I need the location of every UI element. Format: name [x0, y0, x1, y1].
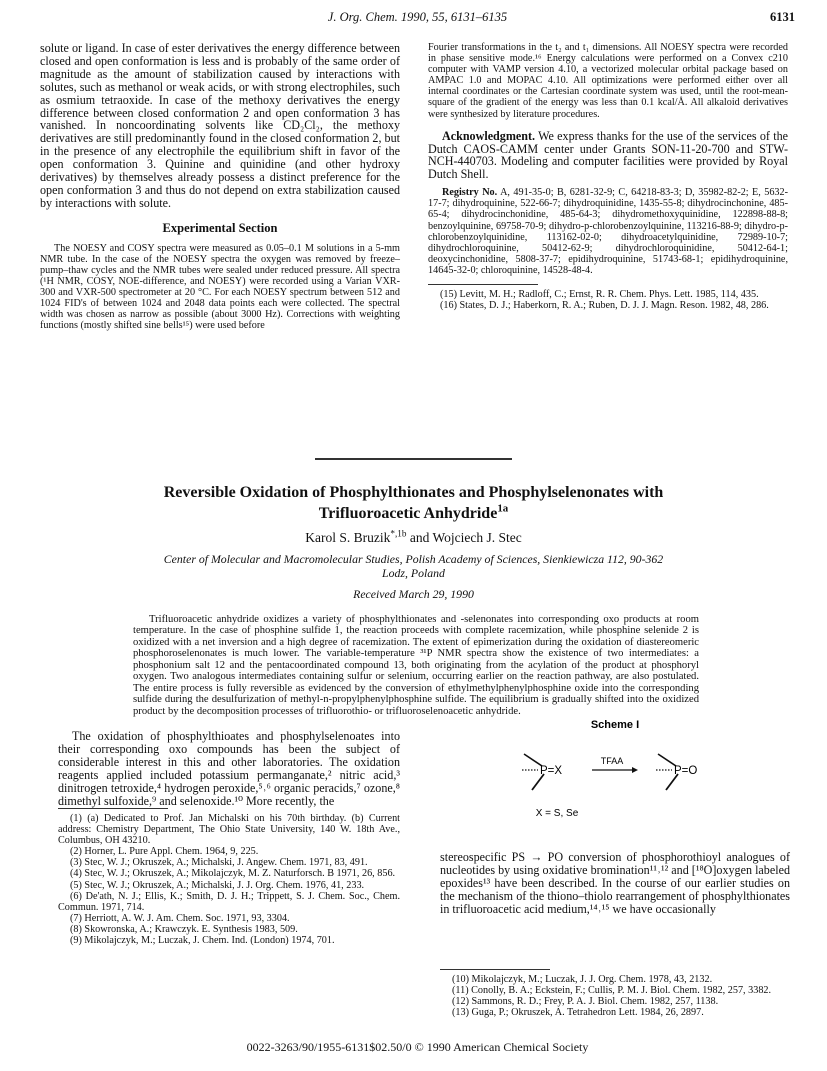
footnote-4: (4) Stec, W. J.; Okruszek, A.; Mikolajczyk, M. Z. Naturforsch. B 1971, 26, 856.	[70, 868, 396, 880]
footnotes-left	[58, 813, 400, 946]
affiliation: Center of Molecular and Macromolecular Studies, Polish Academy of Sciences, Sienkiewicza 112, 90-362 Lodz, Poland	[163, 552, 664, 580]
footnote-11: (11) Conolly, B. A.; Eckstein, F.; Cullis, P. M. J. Biol. Chem. 1982, 257, 3382.	[452, 985, 772, 997]
footnotes-right	[440, 974, 790, 1018]
author-1: Karol S. Bruzik	[305, 530, 391, 545]
scheme-1-drawing	[440, 714, 790, 834]
footnote-13: (13) Guga, P.; Okruszek, A. Tetrahedron Lett. 1984, 26, 2897.	[452, 1007, 704, 1019]
page-footer: 0022-3263/90/1955-6131$02.50/0 © 1990 American Chemical Society	[246, 1040, 589, 1054]
abstract	[133, 614, 699, 717]
author-2: and Wojciech J. Stec	[409, 530, 522, 545]
experimental-heading: Experimental Section	[162, 220, 278, 235]
acknowledgment-label: Acknowledgment.	[442, 128, 536, 143]
acknowledgment	[428, 130, 788, 182]
footnote-2: (2) Horner, L. Pure Appl. Chem. 1964, 9, 225.	[70, 846, 259, 858]
page-number: 6131	[770, 10, 795, 24]
footnote-9: (9) Mikolajczyk, M.; Luczak, J. Chem. Ind. (London) 1974, 701.	[70, 935, 335, 947]
title-line-1: Reversible Oxidation of Phosphylthionates and Phosphylselenonates with	[163, 484, 664, 501]
product-label: P=O	[674, 765, 698, 777]
reaction-arrow	[592, 756, 638, 773]
scheme-title: Scheme I	[590, 719, 640, 731]
prev-article-right-column	[428, 42, 788, 311]
article-divider	[315, 458, 512, 460]
running-head	[40, 10, 795, 28]
article-title	[90, 482, 737, 524]
footnote-6: (6) De'ath, N. J.; Ellis, K.; Smith, D. J. H.; Trippett, S. J. Chem. Soc., Chem. Commun. 1971, 714.	[58, 890, 400, 913]
registry-label: Registry No.	[442, 187, 498, 199]
footnote-1: (1) (a) Dedicated to Prof. Jan Michalski on his 70th birthday. (b) Current address: Chemistry Department, The Ohio State University, 140 W. 18th Ave., Columbus, OH 43210.	[58, 813, 400, 847]
received-date: Received March 29, 1990	[353, 587, 474, 601]
footnote-8: (8) Skowronska, A.; Krawczyk. E. Synthesis 1983, 509.	[70, 923, 298, 935]
authors	[90, 530, 737, 546]
footnote-rule	[428, 284, 538, 285]
abstract-text: Trifluoroacetic anhydride oxidizes a variety of phosphylthionates and -selenonates into corresponding oxo products at room temperature. In the case of phosphine sulfide 1, the reaction proceeds with complete racemization, while phosphine selenide 2 is oxidized with a net inversion and a high degree of racemization. The extent of epimerization during the oxidation of diastereomeric phosphoroselenonates is much lower. The variable-temperature ³¹P NMR spectra show the existence of two intermediates: a phosphonium salt 12 and the pentacoordinated compound 13, both originating from the acylation of the product at phosphoryl oxygen. Two analogous intermediates containing sulfur or selenium, occurring earlier on the reaction pathway, are also postulated. The entire process is fully reversible as evidenced by the conversion of ethylmethylphenylphosphine oxide into the corresponding sulfide during the desulfurization of methyl-n-propylphenylphosphine sulfide. The equilibrium is gradually shifted into the oxidized product by the decomposition processes of trifluorothio- or trifluoroselenoacetic anhydride.	[133, 614, 699, 717]
author-1-marker: *,1b	[390, 528, 407, 539]
scheme-caption: X = S, Se	[535, 808, 579, 819]
footnote-rule-right	[440, 969, 550, 970]
title-footnote-marker: 1a	[497, 502, 509, 515]
footnote-3: (3) Stec, W. J.; Okruszek, A.; Michalski, J. Angew. Chem. 1971, 83, 491.	[70, 857, 368, 869]
intro-paragraph-continued: stereospecific PS → PO conversion of phosphorothioyl analogues of nucleotides by using oxidative bromination¹¹˒¹² and [¹⁸O]oxygen labeled epoxides¹³ have been described. In the course of our earlier studies on the mechanism of the thiono–thiolo rearrangement of phosphylthionates in trifluoroacetic acid medium,¹⁴˒¹⁵ we have occasionally	[440, 850, 790, 916]
prev-article-left-column	[40, 42, 400, 331]
registry-text: A, 491-35-0; B, 6281-32-9; C, 64218-83-3; D, 35982-82-2; E, 5632-17-7; dihydroquinine, 522-66-7; dihydroquinidine, 1435-55-8; dihydrocinchonine, 485-65-4; dihydrocinchonidine, 485-64-3; dihydromethoxyquinidine, 122898-88-8; benzoylquinine, 69758-70-9; dihydro-p-chlorobenzoylquinine, 113216-88-9; dihydro-p-chlorobenzoylquinidine, 113162-02-0; dihydroacetylquinidine, 72989-10-7; dihydrochloroquinine, 50412-62-9; dihydrochloroquinidine, 50412-64-1; deoxycinchonidine, 5808-37-7; epidihydroquinine, 51743-68-1; epidihydroquinine, 14645-32-0; chloroquinine, 14528-48-4.	[428, 187, 789, 276]
experimental-text: The NOESY and COSY spectra were measured as 0.05–0.1 M solutions in a 5-mm NMR tube. In the case of the NOESY spectra the oxygen was removed by freeze–pump–thaw cycles and the NMR tubes were sealed under reduced pressure. All spectra (¹H NMR, COSY, NOE-difference, and NOESY) were recorded using a Varian VXR-300 and VXR-500 spectrometer at 20 °C. For each NOESY spectrum between 512 and 1024 FID's of between 1024 and 2048 data points each were collected. The spectral width was chosen as narrow as possible (about 3000 Hz). Corrections with weighting functions (mostly shifted sine bells¹⁵) were used before	[40, 242, 400, 332]
journal-citation: J. Org. Chem. 1990, 55, 6131–6135	[327, 10, 508, 24]
scheme-1	[440, 714, 790, 834]
registry-numbers	[428, 187, 788, 276]
acknowledgment-text: We express thanks for the use of the services of the Dutch CAOS-CAMM center under Grants SON-11-20-700 and STW-NCH-440703. Modeling and computer facilities were provided by Royal Dutch Shell.	[428, 128, 788, 182]
title-line-2: Trifluoroacetic Anhydride	[318, 505, 498, 522]
footnote-7: (7) Herriott, A. W. J. Am. Chem. Soc. 1971, 93, 3304.	[70, 912, 290, 924]
experimental-continued: Fourier transformations in the t₂ and t₁ dimensions. All NOESY spectra were recorded in phase sensitive mode.¹⁶ Energy calculations were performed on a Convex c210 computer with VAMP version 4.10, a vectorized molecular orbital package based on AMPAC 1.0 and MOPAC 4.10. All optimizations were performed either over all internal coordinates or the Cartesian coordinate system was used, until the root-mean-square of the gradient of the energy was less than 0.1 kcal/Å. All alkaloid derivatives were synthesized by literature procedures.	[428, 42, 788, 120]
reactant-structure	[522, 754, 562, 790]
reactant-label: P=X	[540, 765, 563, 777]
footnote-12: (12) Sammons, R. D.; Frey, P. A. J. Biol. Chem. 1982, 257, 1138.	[452, 996, 719, 1008]
product-structure	[656, 754, 697, 790]
footnote-10: (10) Mikolajczyk, M.; Luczak, J. J. Org. Chem. 1978, 43, 2132.	[452, 974, 713, 985]
reagent-label: TFAA	[600, 756, 624, 766]
footnote-rule-left	[58, 808, 168, 809]
intro-right-column	[440, 851, 790, 916]
reference-15: (15) Levitt, M. H.; Radloff, C.; Ernst, R. R. Chem. Phys. Lett. 1985, 114, 435.	[440, 289, 759, 301]
intro-paragraph: The oxidation of phosphylthioates and phosphylselenoates into their corresponding oxo compounds has been the subject of considerable interest in this and other laboratories. The oxidation reagents applied included potassium permanganate,² nitric acid,³ dinitrogen tetroxide,⁴ hydrogen peroxide,⁵˒⁶ organic peracids,⁷ ozone,⁸ dimethyl sulfoxide,⁹ and selenoxide.¹⁰ More recently, the	[58, 729, 400, 808]
prev-article-paragraph: solute or ligand. In case of ester derivatives the energy difference between closed and open conformation is less and is probably of the same order of magnitude as the amount of stabilization caused by interactions with solutes, such as methanol or weak acids, or with strong electrophiles, such as osmium tetraoxide. In case of the methoxy derivatives the energy difference between closed conformation 2 and open conformation 3 has vanished. In noncoordinating solvents like CD₂Cl₂, the methoxy derivatives are still predominantly found in the closed conformation 2, but in the presence of any electrophile the equilibrium shift in favor of the open conformation 3. Quinine and quinidine (and other hydroxy derivatives) by themselves already possess a distinct preference for the open conformation 3 and thus do not depend on extra stabilization caused by interactions with solute.	[40, 41, 400, 210]
footnote-5: (5) Stec, W. J.; Okruszek, A.; Michalski, J. J. Org. Chem. 1976, 41, 233.	[70, 879, 365, 891]
reference-16: (16) States, D. J.; Haberkorn, R. A.; Ruben, D. J. J. Magn. Reson. 1982, 48, 286.	[440, 300, 769, 312]
intro-left-column	[58, 730, 400, 807]
